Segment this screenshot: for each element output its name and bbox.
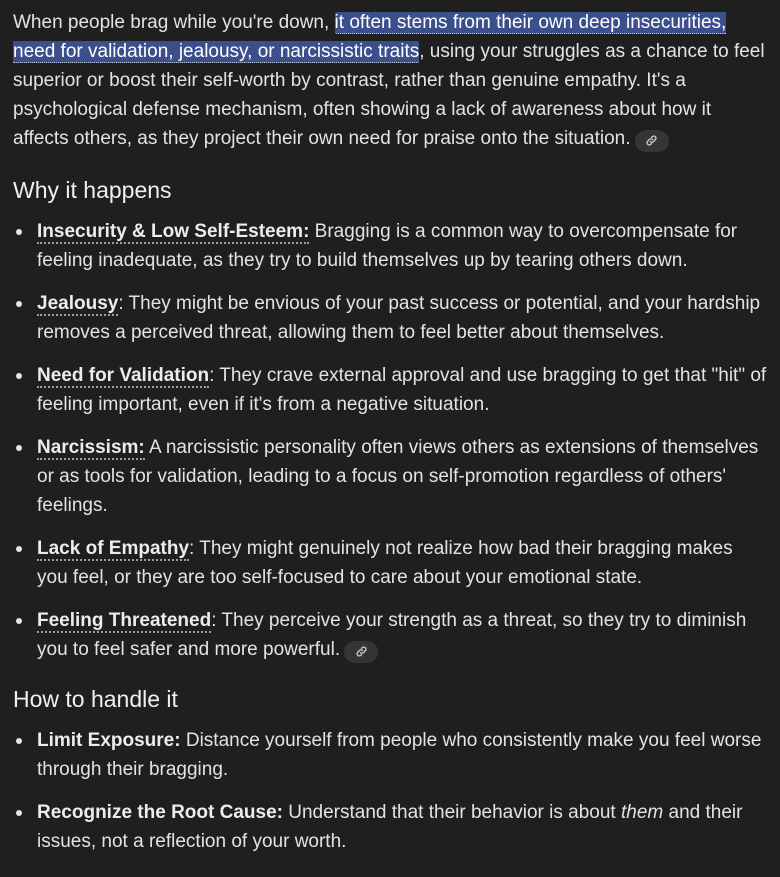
link-icon <box>645 134 658 147</box>
intro-text-after: , using your struggles as a chance to feel superior or boost their self-worth by contrast, rather than genuine empathy. It's a psychological defense mechanism, often showing a lack of awareness about how it affects others, as they project their own need for praise onto the situation. <box>13 41 765 149</box>
list-item <box>13 726 768 784</box>
list-item <box>13 433 768 520</box>
list-item <box>13 217 768 275</box>
item-text: Understand that their behavior is about <box>282 802 621 823</box>
handle-list <box>13 726 768 856</box>
list-item <box>13 534 768 592</box>
source-link-chip[interactable] <box>635 130 669 152</box>
term-narcissism[interactable]: Narcissism: <box>37 437 145 458</box>
highlighted-text[interactable]: it often stems from their own deep insecurities, need for validation, jealousy, or narcissistic traits <box>13 12 727 62</box>
term-insecurity[interactable]: Insecurity & Low Self-Esteem: <box>37 221 310 242</box>
list-item <box>13 361 768 419</box>
emphasis-text: them <box>620 802 664 823</box>
source-link-chip[interactable] <box>344 641 378 663</box>
item-text: A narcissistic personality often views others as extensions of themselves or as tools for validation, leading to a focus on self-promotion regardless of others' feelings. <box>37 437 759 516</box>
why-list <box>13 217 768 664</box>
term-limit-exposure: Limit Exposure: <box>37 730 181 751</box>
item-text: and their issues, not a reflection of your worth. <box>37 802 743 852</box>
term-feeling-threatened[interactable]: Feeling Threatened <box>37 610 212 631</box>
section-heading-why: Why it happens <box>13 177 172 203</box>
list-item <box>13 289 768 347</box>
term-recognize-root-cause: Recognize the Root Cause: <box>37 802 283 823</box>
intro-text-before: When people brag while you're down, <box>13 12 335 33</box>
list-item <box>13 798 768 856</box>
item-text: : They perceive your strength as a threat, so they try to diminish you to feel safer and more powerful. <box>37 610 747 660</box>
item-text: : They crave external approval and use bragging to get that "hit" of feeling important, even if it's from a negative situation. <box>37 365 767 415</box>
term-lack-of-empathy[interactable]: Lack of Empathy <box>37 538 190 559</box>
list-item <box>13 606 768 664</box>
section-heading-handle: How to handle it <box>13 686 178 712</box>
item-text: Bragging is a common way to overcompensate for feeling inadequate, as they try to build themselves up by tearing others down. <box>37 221 738 271</box>
item-text: : They might genuinely not realize how bad their bragging makes you feel, or they are too self-focused to care about your emotional state. <box>37 538 733 588</box>
intro-paragraph <box>13 8 768 153</box>
item-text: Distance yourself from people who consistently make you feel worse through their bragging. <box>37 730 762 780</box>
item-text: : They might be envious of your past success or potential, and your hardship removes a perceived threat, allowing them to feel better about themselves. <box>37 293 761 343</box>
link-icon <box>355 645 368 658</box>
term-need-for-validation[interactable]: Need for Validation <box>37 365 210 386</box>
term-jealousy[interactable]: Jealousy <box>37 293 119 314</box>
